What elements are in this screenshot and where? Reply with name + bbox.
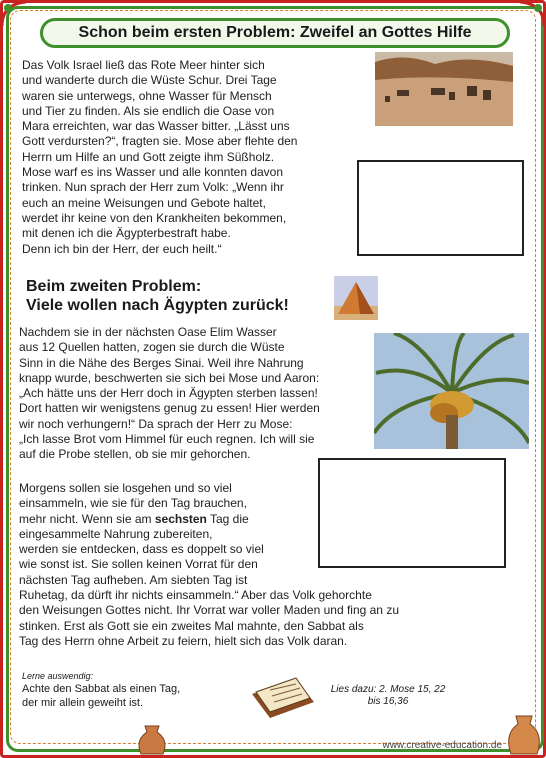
date-palm-photo (374, 333, 529, 449)
pyramid-image (334, 276, 378, 320)
section2-text-part2: Morgens sollen sie losgehen und so viel einsammeln, wie sie für den Tag brauchen, mehr nicht. Wenn sie am sechsten Tag die eingesammelte Nahrung zubereiten, werden sie entdecken, dass es doppelt so viel wie sonst ist. Sie sollen keinen Vorrat für den nächsten Tag aufheben. Am siebten Tag ist Ruhetag, da dürft ihr nichts einsammeln.“ Aber das Volk gehorchte den Weisungen Gottes nicht. Ihr Vorrat war voller Maden und fing an zu stinken. Erst als Gott sie ein zweites Mal mahnte, den Sabbat als Tag des Herrn ohne Arbeit zu feiern, hielt sich das Volk daran. (19, 481, 399, 648)
corner-scroll-icon (516, 0, 546, 30)
section2-text-part1: Nachdem sie in der nächsten Oase Elim Wasser aus 12 Quellen hatten, zogen sie durch die Wüste Sinn in die Nähe des Berges Sinai. Weil ihre Nahrung knapp wurde, beschwerten sie sich bei Mose und Aaron: „Ach hätte uns der Herr doch in Ägypten sterben lassen! Dort hatten wir wenigstens genug zu essen! Hier werden wir noch verhungern!“ Da sprach der Herr zu Mose: „Ich lasse Brot vom Himmel für euch regnen. Ich will sie auf die Probe stellen, ob sie mir gehorchen. (19, 325, 320, 462)
page-title: Schon beim ersten Problem: Zweifel an Gottes Hilfe (78, 24, 472, 41)
bible-reference: Lies dazu: 2. Mose 15, 22 bis 16,36 (330, 684, 446, 707)
vase-icon (135, 722, 169, 758)
vase-icon (504, 712, 544, 758)
memory-verse: Achte den Sabbat als einen Tag, der mir allein geweiht ist. (22, 683, 181, 709)
section2-heading: Beim zweiten Problem: Viele wollen nach Ägypten zurück! (26, 278, 289, 314)
picture-placeholder-box (357, 160, 524, 256)
learn-label: Lerne auswendig: (22, 671, 94, 681)
corner-scroll-icon (0, 0, 30, 30)
footer-url: www.creative-education.de (382, 740, 502, 751)
section1-text: Das Volk Israel ließ das Rote Meer hinter sich und wanderte durch die Wüste Schur. Drei Tage waren sie unterwegs, ohne Wasser für Mensch und Tier zu finden. Als sie endlich die Oase von Mara erreichten, war das Wasser bitter. „Lässt uns Gott verdursten?“, fragten sie. Mose aber flehte den Herrn um Hilfe an und Gott zeigte ihm Süßholz. Mose warf es ins Wasser und alle konnten davon trinken. Nun sprach der Herr zum Volk: „Wenn ihr euch an meine Weisungen und Gebote haltet, werdet ihr keine von den Krankheiten bekommen, mit denen ich die Ägypterbestraft habe. Denn ich bin der Herr, der euch heilt.“ (22, 58, 298, 256)
book-icon (248, 672, 318, 724)
desert-camels-photo (375, 52, 513, 126)
page-title-banner (40, 18, 510, 48)
